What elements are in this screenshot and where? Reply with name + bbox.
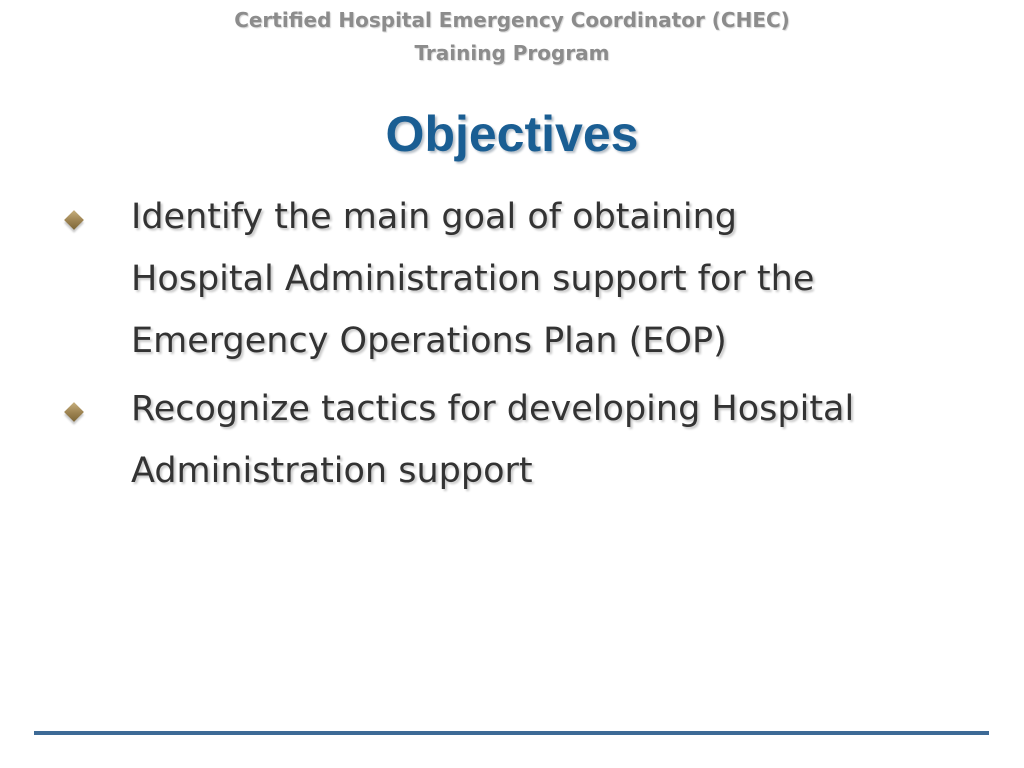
program-header-line-2: Training Program — [414, 41, 610, 65]
objective-text-1: Identify the main goal of obtaining Hospital Administration support for the Emergency Operations Plan (EOP) — [131, 197, 815, 361]
program-header-line-1: Certified Hospital Emergency Coordinator (CHEC) — [234, 8, 790, 32]
objective-item-1 — [0, 186, 1024, 372]
footer-divider — [34, 731, 989, 735]
slide-title: Objectives — [385, 106, 639, 162]
objectives-list — [0, 186, 1024, 508]
diamond-bullet-icon — [64, 210, 84, 230]
objective-text-2: Recognize tactics for developing Hospital Administration support — [131, 389, 855, 491]
program-header — [0, 4, 1024, 70]
diamond-bullet-icon — [64, 402, 84, 422]
objective-item-2 — [0, 378, 1024, 502]
